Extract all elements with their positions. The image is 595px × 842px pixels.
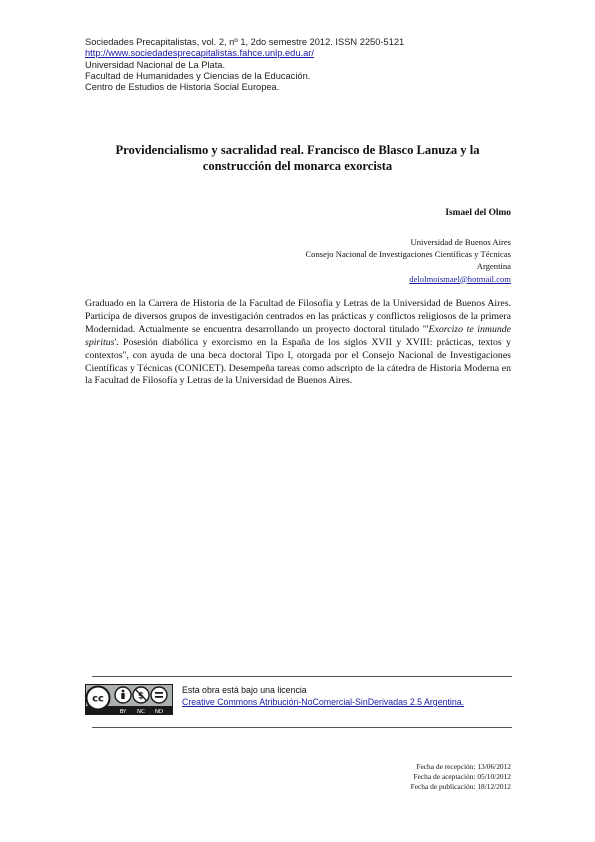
svg-text:$: $: [137, 691, 145, 702]
license-notice: [182, 684, 522, 708]
publication-dates: [411, 762, 511, 791]
badge-label-nc: NC: [137, 709, 145, 715]
reception-date: Fecha de recepción: 13/06/2012: [416, 762, 511, 771]
svg-text:cc: cc: [92, 693, 104, 705]
title-line-2: construcción del monarca exorcista: [202, 158, 393, 173]
author-email-link[interactable]: delolmoismael@hotmail.com: [409, 273, 511, 284]
publication-date: Fecha de publicación: 18/12/2012: [410, 781, 511, 791]
license-intro: Esta obra está bajo una licencia: [182, 685, 307, 695]
attribution-icon: [115, 687, 131, 703]
affiliation-conicet: Consejo Nacional de Investigaciones Científicas y Técnicas: [305, 249, 511, 260]
author-name: Ismael del Olmo: [445, 208, 511, 218]
license-top-rule: [92, 676, 512, 677]
center-name: Centro de Estudios de Historia Social Europea.: [85, 82, 280, 93]
noderivatives-icon: [151, 687, 167, 703]
title-line-1: Providencialismo y sacralidad real. Francisco de Blasco Lanuza y la: [115, 143, 480, 157]
author-bio: [85, 298, 511, 388]
cc-license-badge[interactable]: [85, 684, 173, 715]
bio-text-1: Graduado en la Carrera de Historia de la Facultad de Filosofía y Letras de la Universidad de Buenos Aires. Participa de diversos grupos de investigación centrados en las prácticas y conflictos religiosos de la primera Modernidad. Actualmente se encuentra desarrollando un proyecto doctoral titulado "': [85, 298, 511, 335]
faculty-name: Facultad de Humanidades y Ciencias de la Educación.: [85, 70, 311, 81]
license-bottom-rule: [92, 727, 512, 728]
author-affiliation: [305, 236, 511, 285]
cc-icon: [87, 687, 110, 710]
article-title: [80, 143, 515, 174]
bio-text-2: '. Posesión diabólica y exorcismo en la España de los siglos XVII y XVIII: prácticas, textos y contextos", con ayuda de una beca doctoral Tipo I, otorgada por el Consejo Nacional de Investigaciones Científicas y Técnicas (CONICET). Desempeña tareas como adscripto de la cátedra de Historia Moderna en la Facultad de Filosofía y Letras de la Universidad de Buenos Aires.: [85, 336, 511, 387]
journal-url-link[interactable]: http://www.sociedadesprecapitalistas.fahce.unlp.edu.ar/: [85, 48, 314, 59]
noncommercial-icon: [133, 687, 149, 703]
acceptance-date: Fecha de aceptación: 05/10/2012: [413, 771, 511, 781]
journal-citation: Sociedades Precapitalistas, vol. 2, nº 1, 2do semestre 2012. ISSN 2250-5121: [85, 37, 405, 47]
badge-label-by: BY: [119, 709, 127, 715]
bio-italic-title: Exorcizo te inmunde spiritus: [85, 323, 511, 348]
license-link[interactable]: Creative Commons Atribución-NoComercial-SinDerivadas 2.5 Argentina.: [182, 697, 465, 707]
badge-label-nd: ND: [154, 709, 164, 715]
journal-header: [85, 37, 525, 93]
affiliation-country: Argentina: [476, 261, 511, 272]
affiliation-university: Universidad de Buenos Aires: [410, 237, 511, 247]
university-name: Universidad Nacional de La Plata.: [85, 59, 226, 70]
